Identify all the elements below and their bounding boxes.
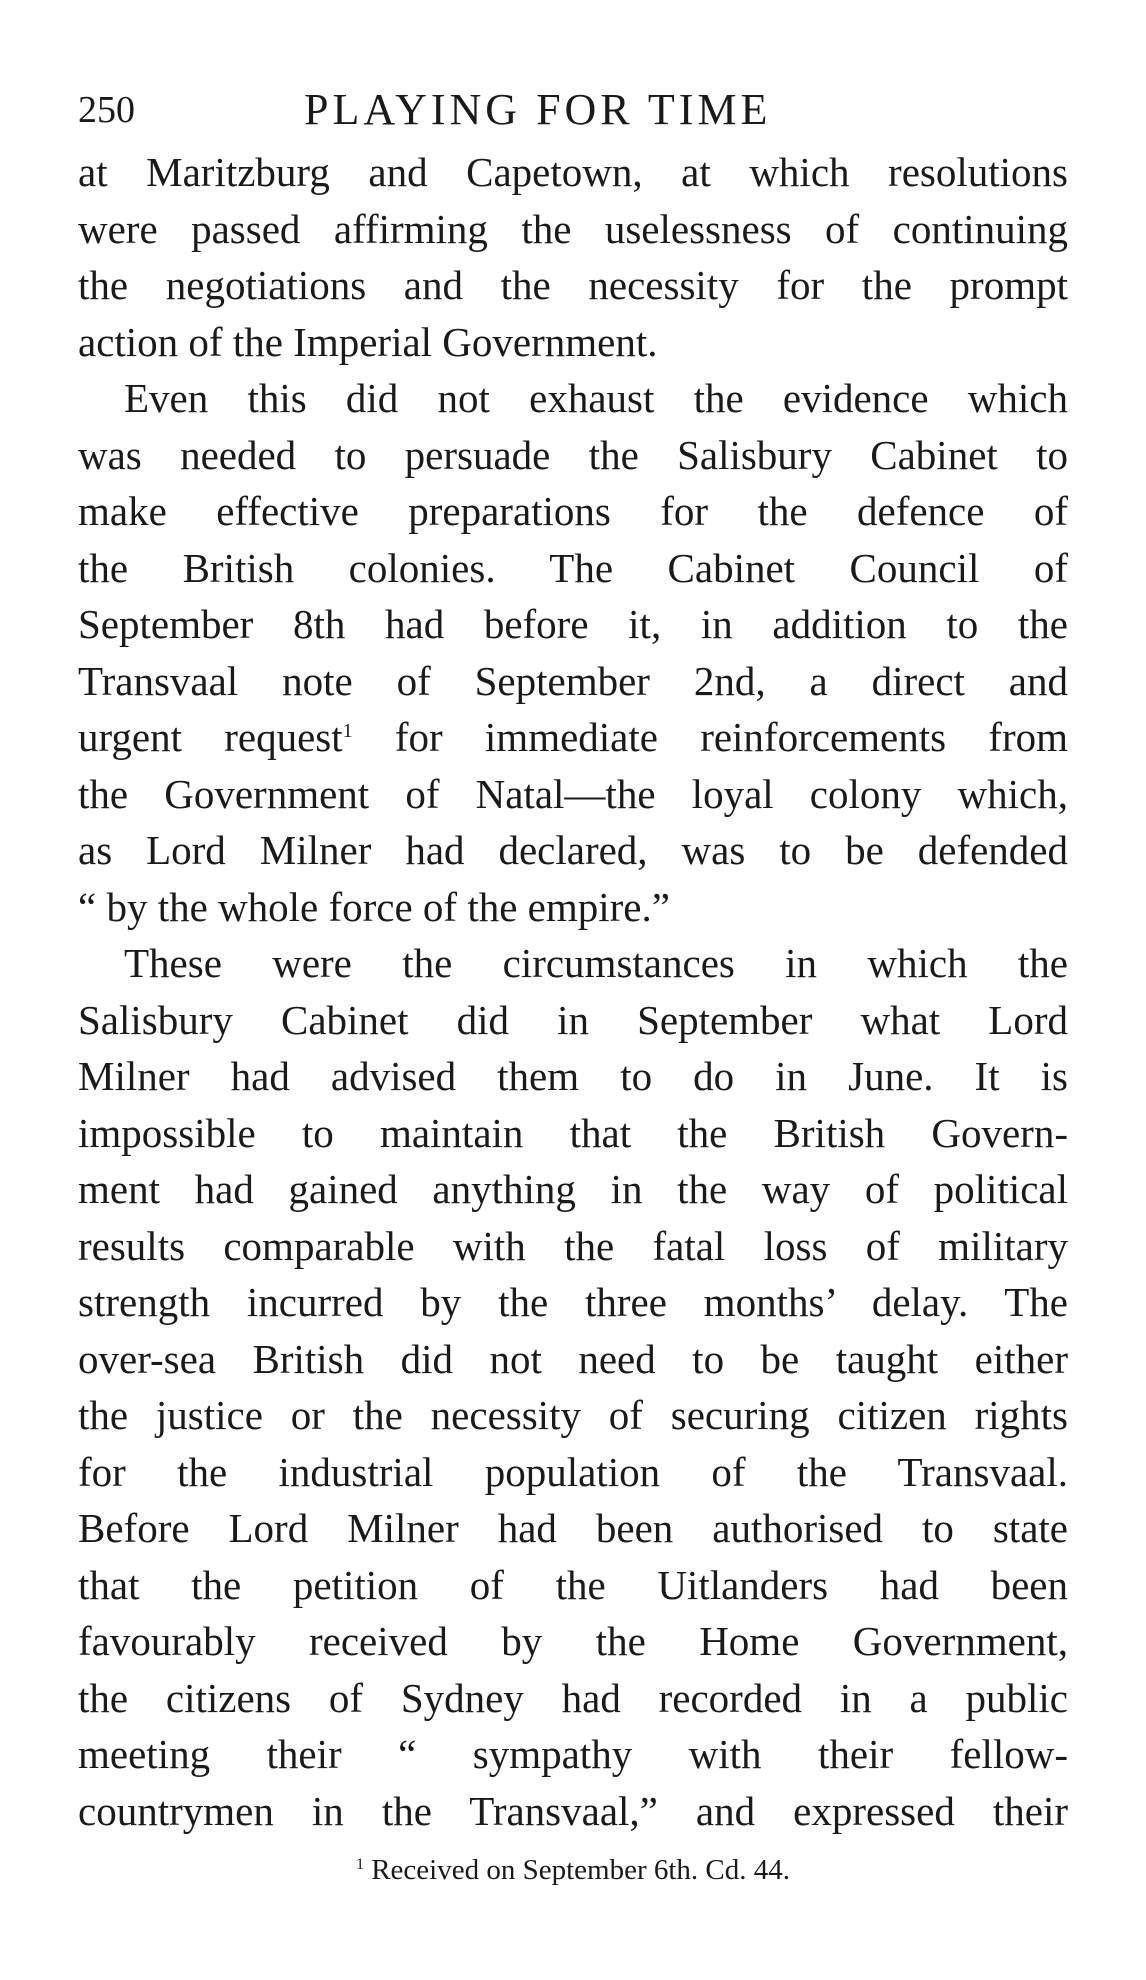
page-number: 250 <box>78 89 135 131</box>
text-line: results comparable with the fatal loss of military <box>78 1222 1068 1269</box>
text-line: action of the Imperial Government. <box>78 318 658 365</box>
footnote-reference: 1 <box>342 720 353 742</box>
text-line: that the petition of the Uitlanders had been <box>78 1561 1068 1608</box>
text-line: strength incurred by the three months’ delay. The <box>78 1279 1068 1325</box>
text-line: make effective preparations for the defence of <box>78 488 1068 534</box>
text-fragment: urgent request <box>78 714 343 760</box>
page-header <box>78 80 1068 140</box>
text-line: meeting their “ sympathy with their fellow- <box>78 1731 1068 1777</box>
text-line: “ by the whole force of the empire.” <box>78 883 670 930</box>
text-line: the negotiations and the necessity for the prompt <box>78 262 1068 308</box>
paragraph-start-line: These were the circumstances in which the <box>124 940 1068 986</box>
text-line: favourably received by the Home Government, <box>78 1618 1068 1664</box>
text-fragment: for immediate reinforcements from <box>394 714 1069 760</box>
footnote <box>78 1850 1068 1890</box>
text-line: the citizens of Sydney had recorded in a public <box>78 1674 1068 1721</box>
footnote-text: Received on September 6th. Cd. 44. <box>371 1854 791 1886</box>
text-line: Transvaal note of September 2nd, a direct and <box>78 657 1068 704</box>
footnote-marker: 1 <box>355 1856 364 1873</box>
text-line: at Maritzburg and Capetown, at which resolutions <box>78 149 1068 195</box>
text-line: for the industrial population of the Transvaal. <box>78 1448 1068 1495</box>
text-line: countrymen in the Transvaal,” and expressed their <box>78 1787 1068 1834</box>
text-line: the Government of Natal—the loyal colony which, <box>78 770 1068 817</box>
text-line: September 8th had before it, in addition to the <box>78 601 1068 647</box>
running-title: PLAYING FOR TIME <box>304 85 772 134</box>
text-line: Before Lord Milner had been authorised to state <box>78 1505 1068 1551</box>
text-line: was needed to persuade the Salisbury Cabinet to <box>78 431 1068 478</box>
text-line: over-sea British did not need to be taught either <box>78 1335 1068 1382</box>
text-line: Milner had advised them to do in June. It is <box>78 1053 1068 1099</box>
text-line: Salisbury Cabinet did in September what Lord <box>78 996 1068 1043</box>
text-line-with-footnote <box>78 709 1068 766</box>
text-line: the British colonies. The Cabinet Council of <box>78 544 1068 591</box>
paragraph-start-line: Even this did not exhaust the evidence which <box>124 375 1068 421</box>
text-line: the justice or the necessity of securing citizen rights <box>78 1392 1068 1438</box>
text-line: ment had gained anything in the way of political <box>78 1166 1068 1212</box>
text-line: as Lord Milner had declared, was to be defended <box>78 827 1068 873</box>
text-line: were passed affirming the uselessness of continuing <box>78 205 1068 252</box>
text-line: impossible to maintain that the British Govern- <box>78 1109 1068 1156</box>
body-text <box>78 144 1068 1839</box>
